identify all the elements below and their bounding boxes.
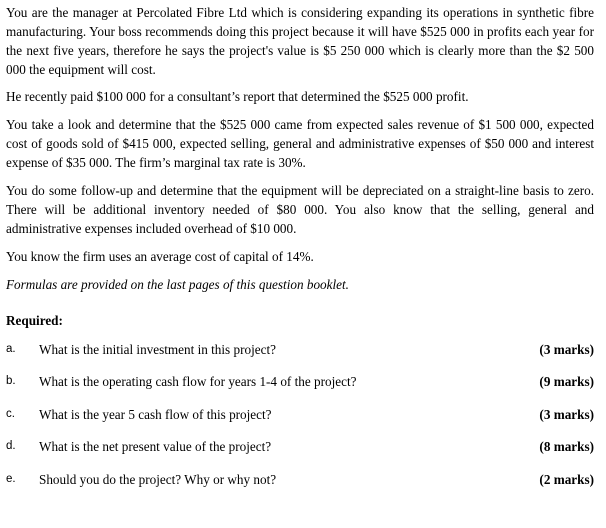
question-item: [6, 437, 594, 456]
consultant-paragraph: He recently paid $100 000 for a consultant’s report that determined the $525 000 profit.: [6, 89, 469, 104]
question-text: What is the net present value of the project?: [39, 439, 272, 455]
question-item: [6, 340, 594, 359]
breakdown-paragraph: You take a look and determine that the $525 000 came from expected sales revenue of $1 500 000, expected cost of goods sold of $415 000, expected selling, general and administrative expenses of $50 000 and interest expense of $35 000. The firm’s marginal tax rate is 30%.: [6, 117, 594, 170]
formulas-note: Formulas are provided on the last pages of this question booklet.: [6, 277, 349, 292]
question-text: What is the initial investment in this project?: [39, 342, 276, 357]
required-heading: Required:: [6, 313, 63, 328]
question-letter: e.: [6, 472, 16, 485]
question-marks: (9 marks): [539, 374, 594, 390]
question-marks: (8 marks): [539, 439, 594, 455]
question-letter: b.: [6, 375, 16, 388]
question-letter: a.: [6, 343, 16, 355]
followup-paragraph: You do some follow-up and determine that the equipment will be depreciated on a straight-line basis to zero. There will be additional inventory needed of $80 000. You also know that the selling, general and administrative expenses included overhead of $10 000.: [6, 183, 594, 236]
question-item: [6, 372, 594, 391]
question-text: What is the operating cash flow for years 1-4 of the project?: [39, 374, 357, 390]
question-letter: d.: [6, 440, 16, 453]
question-marks: (3 marks): [539, 406, 594, 422]
question-marks: (2 marks): [539, 471, 594, 487]
question-text: What is the year 5 cash flow of this project?: [39, 406, 272, 422]
question-marks: (3 marks): [539, 342, 594, 357]
cost-of-capital-paragraph: You know the firm uses an average cost of capital of 14%.: [6, 249, 314, 264]
question-item: [6, 405, 594, 424]
question-letter: c.: [6, 407, 15, 420]
question-list: [6, 340, 594, 489]
question-text: Should you do the project? Why or why not?: [39, 471, 277, 487]
question-item: [6, 470, 594, 489]
intro-paragraph: You are the manager at Percolated Fibre Ltd which is considering expanding its operations in synthetic fibre manufacturing. Your boss recommends doing this project because it will have $525 000 in profits each year for the next five years, therefore he says the project's value is $5 250 000 which is clearly more than the $2 500 000 the equipment will cost.: [6, 5, 594, 77]
